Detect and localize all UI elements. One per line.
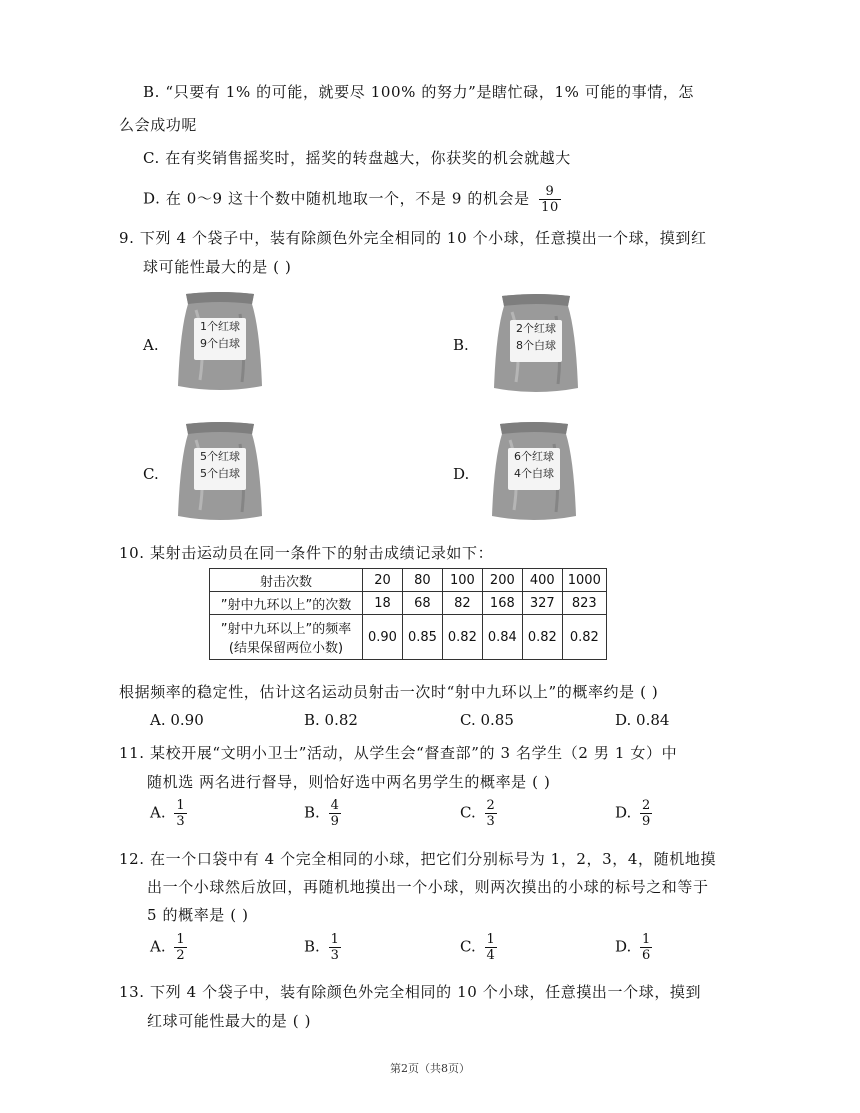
fraction-numerator: 2 [642,798,651,813]
fraction-denominator: 9 [330,814,339,829]
fraction-denominator: 10 [541,200,559,215]
q9-bag-b-image [492,292,580,396]
fraction-denominator: 3 [486,814,495,829]
fraction-numerator: 4 [330,798,339,813]
q11-stem-line1: 11. 某校开展“文明小卫士”活动，从学生会“督查部”的 3 名学生（2 男 1 女）中 [119,744,678,762]
q9-bag-d-image [490,420,578,524]
table-cell: 823 [562,592,606,615]
fraction-numerator: 2 [486,798,495,813]
fraction-numerator: 1 [176,798,185,813]
bag-red-count: 5个红球 [200,450,240,463]
q8-option-d-fraction [539,184,561,215]
q11-stem-line2: 随机选 两名进行督导，则恰好选中两名男学生的概率是 ( ) [147,773,551,791]
table-cell: 0.82 [442,615,482,660]
table-cell: 200 [482,569,522,592]
q9-stem-line1: 9. 下列 4 个袋子中，装有除颜色外完全相同的 10 个小球，任意摸出一个球，摸到红 [119,229,707,247]
q10-option-c: C. 0.85 [460,711,514,729]
q8-option-d-text: D. 在 0～9 这十个数中随机地取一个，不是 9 的机会是 [143,189,530,208]
q10-stem: 10. 某射击运动员在同一条件下的射击成绩记录如下： [119,544,494,562]
table-cell: 327 [522,592,562,615]
q8-option-b-line1: B. “只要有 1% 的可能，就要尽 100% 的努力”是瞎忙碌，1% 可能的事情，怎 [143,83,695,101]
q12-stem-line1: 12. 在一个口袋中有 4 个完全相同的小球，把它们分别标号为 1，2，3，4，随机地摸 [119,850,717,868]
table-cell: 0.85 [402,615,442,660]
table-cell: 400 [522,569,562,592]
bag-label [194,318,246,360]
q9-option-a-letter: A. [143,336,159,354]
q8-option-d [143,184,561,215]
q9-option-c-letter: C. [143,465,159,483]
q9-bag-a-image [176,290,264,394]
option-fraction [640,932,652,963]
table-row-header: 射击次数 [210,569,363,592]
bag-white-count: 9个白球 [200,337,240,350]
fraction-denominator: 9 [642,814,651,829]
fraction-numerator: 1 [486,932,495,947]
fraction-numerator: 9 [545,184,555,199]
q13-stem-line2: 红球可能性最大的是 ( ) [147,1012,312,1030]
table-cell: 80 [402,569,442,592]
q8-option-c: C. 在有奖销售摇奖时，摇奖的转盘越大，你获奖的机会就越大 [143,149,571,167]
table-cell: 1000 [562,569,606,592]
table-cell: 0.82 [522,615,562,660]
row-header-line: ”射中九环以上”的频率 [220,622,352,637]
bag-red-count: 6个红球 [514,450,554,463]
fraction-denominator: 3 [176,814,185,829]
table-cell: 20 [363,569,403,592]
q10-option-d: D. 0.84 [615,711,670,729]
option-fraction [640,798,652,829]
q12-option-c [460,932,497,963]
q12-option-b [304,932,341,963]
q10-option-a: A. 0.90 [150,711,204,729]
option-label: B. [304,803,320,822]
option-label: C. [460,803,476,822]
option-fraction [485,798,497,829]
table-cell: 68 [402,592,442,615]
table-row-header: ”射中九环以上”的次数 [210,592,363,615]
bag-red-count: 2个红球 [516,322,556,335]
table-row [210,569,607,592]
table-row-header [210,615,363,660]
option-label: A. [150,803,166,822]
q12-stem-line2: 出一个小球然后放回，再随机地摸出一个小球，则两次摸出的小球的标号之和等于 [147,878,709,896]
option-label: D. [615,803,632,822]
q11-option-a [150,798,187,829]
fraction-denominator: 4 [486,948,495,963]
option-fraction [174,932,186,963]
bag-label [508,448,560,490]
q11-option-d [615,798,652,829]
table-cell: 0.84 [482,615,522,660]
q13-stem-line1: 13. 下列 4 个袋子中，装有除颜色外完全相同的 10 个小球，任意摸出一个球，摸到 [119,983,702,1001]
table-cell: 18 [363,592,403,615]
option-label: B. [304,937,320,956]
q8-option-b-line2: 么会成功呢 [119,116,198,134]
table-cell: 82 [442,592,482,615]
q9-stem-line2: 球可能性最大的是 ( ) [143,258,292,276]
table-cell: 0.90 [363,615,403,660]
bag-label [510,320,562,362]
q12-option-d [615,932,652,963]
fraction-numerator: 1 [330,932,339,947]
option-fraction [329,932,341,963]
q12-stem-line3: 5 的概率是 ( ) [147,906,249,924]
fraction-denominator: 2 [176,948,185,963]
row-header-note: (结果保留两位小数) [228,641,344,656]
option-label: A. [150,937,166,956]
bag-white-count: 4个白球 [514,467,554,480]
option-fraction [485,932,497,963]
q10-question: 根据频率的稳定性，估计这名运动员射击一次时“射中九环以上”的概率约是 ( ) [119,683,659,701]
q10-option-b: B. 0.82 [304,711,358,729]
option-label: D. [615,937,632,956]
q9-option-b-letter: B. [453,336,469,354]
fraction-denominator: 6 [642,948,651,963]
option-label: C. [460,937,476,956]
q9-bag-c-image [176,420,264,524]
bag-label [194,448,246,490]
table-cell: 0.82 [562,615,606,660]
option-fraction [174,798,186,829]
table-cell: 168 [482,592,522,615]
q12-option-a [150,932,187,963]
table-cell: 100 [442,569,482,592]
bag-white-count: 8个白球 [516,339,556,352]
table-row [210,592,607,615]
bag-white-count: 5个白球 [200,467,240,480]
table-row [210,615,607,660]
fraction-numerator: 1 [176,932,185,947]
q9-option-d-letter: D. [453,465,470,483]
q11-option-c [460,798,497,829]
bag-red-count: 1个红球 [200,320,240,333]
option-fraction [329,798,341,829]
fraction-denominator: 3 [330,948,339,963]
page-footer: 第2页（共8页） [390,1062,470,1075]
shooting-record-table [209,568,607,660]
q11-option-b [304,798,341,829]
fraction-numerator: 1 [642,932,651,947]
